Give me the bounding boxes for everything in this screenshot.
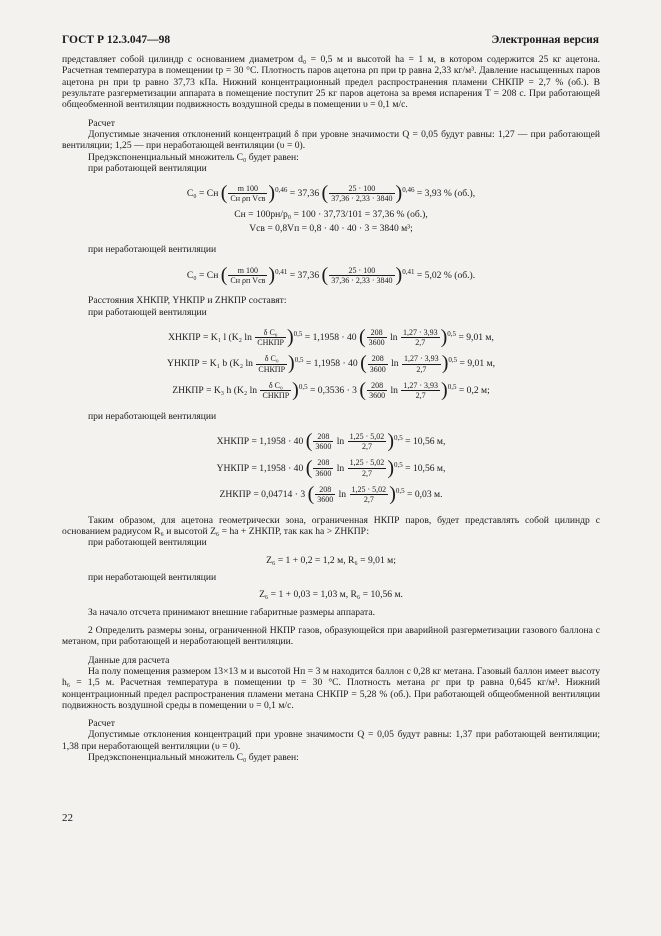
formula-c0-idle: C₀ = Cн ( $\frac{m 100}{\text{Cн ρп Vсв}}$ )$^{0,41}$ = 37,36 ( $\frac{25 \cdot 100}{37,36 \cdot 2,33 \cdot 3840}$ )$^{0,41}$ = 5,02 % (об.). (186, 263, 476, 286)
body-text (62, 54, 600, 763)
paragraph: За начало отсчета принимают внешние габаритные размеры аппарата. (88, 606, 375, 618)
formula-zone-working: Z₆ = 1 + 0,2 = 1,2 м, R₆ = 9,01 м; (266, 554, 396, 566)
paragraph: при неработающей вентиляции (88, 410, 217, 422)
page-number: 22 (62, 812, 73, 824)
formula-z-working: ZНКПР = K₃ h (K₂ ln $\frac{\text{δ C₀}}{\text{CНКПР}}$ )$^{0,5}$ = 0,3536 · 3 ( $\frac{208}{3600}$ ln $\frac{1,27 \cdot 3,93}{2,7}$ )$^{0,5}$ = 0,2 м; (172, 379, 490, 402)
formula-x-idle: XНКПР = 1,1958 · 40 ( $\frac{208}{3600}$ ln $\frac{1,25 \cdot 5,02}{2,7}$ )$^{0,5}$ = 10,56 м, (216, 429, 446, 452)
section-label: Расчет (88, 117, 115, 129)
paragraph: Таким образом, для ацетона геометрически зона, ограниченная НКПР паров, будет представлять собой цилиндр с основанием радиусом R₆ и высотой Z₆ = hа + ZНКПР, так как hа > ZНКПР: (62, 514, 600, 538)
paragraph: Допустимые значения отклонений концентраций δ при уровне значимости Q = 0,05 будут равны: 1,27 — при работающей вентиляции; 1,25 — при неработающей вентиляции (υ = 0). (62, 128, 600, 152)
standard-code: ГОСТ Р 12.3.047—98 (62, 34, 171, 46)
paragraph: представляет собой цилиндр с основанием диаметром d₀ = 0,5 м и высотой hа = 1 м, в котором содержится 25 кг ацетона. Расчетная температура в помещении tр = 30 °С. Плотность паров ацетона ρп при tр равна 2,33 кг/м³. Давление насыщенных паров ацетона pн при tр равно 37,73 кПа. Нижний концентрационный предел распространения пламени CНКПР = 2,7 % (об.). В результате разгерметизации аппарата в помещение поступит 25 кг паров ацетона за время испарения T = 208 с. При работающей общеобменной вентиляции подвижность воздушной среды в помещении υ = 0,1 м/с. (62, 54, 600, 111)
paragraph: 2 Определить размеры зоны, ограниченной НКПР газов, образующейся при аварийной разгерметизации газового баллона с метаном, при работающей и неработающей вентиляции. (62, 624, 600, 648)
section-label: Расчет (88, 718, 115, 730)
formula-z-idle: ZНКПР = 0,04714 · 3 ( $\frac{208}{3600}$ ln $\frac{1,25 \cdot 5,02}{2,7}$ )$^{0,5}$ = 0,03 м. (219, 483, 443, 506)
paragraph: при работающей вентиляции (88, 537, 207, 549)
paragraph: при работающей вентиляции (88, 306, 207, 318)
paragraph: На полу помещения размером 13×13 м и высотой Hп = 3 м находится баллон с 0,28 кг метана. Газовый баллон имеет высоту h₆ = 1,5 м. Расчетная температура в помещении tр = 30 °С. Плотность метана ρг при tр равна 0,645 кг/м³. Нижний концентрационный предел распространения пламени метана CНКПР = 5,28 % (об.). При работающей общеобменной вентиляции подвижность воздушной среды в помещении υ = 0,1 м/с. (62, 665, 600, 711)
formula-vsv: Vсв = 0,8Vп = 0,8 · 40 · 40 · 3 = 3840 м³; (249, 223, 413, 235)
paragraph: Допустимые отклонения концентраций при уровне значимости Q = 0,05 будут равны: 1,37 при работающей вентиляции; 1,38 при неработающей вентиляции (υ = 0). (62, 729, 600, 752)
formula-c0-working: C₀ = Cн ( $\frac{m 100}{\text{Cн ρп Vсв}}$ )$^{0,46}$ = 37,36 ( $\frac{25 \cdot 100}{37,36 \cdot 2,33 \cdot 3840}$ )$^{0,46}$ = 3,93 % (об.), (186, 182, 476, 205)
paragraph: при неработающей вентиляции (88, 572, 217, 583)
paragraph: при работающей вентиляции (88, 162, 207, 174)
formula-cn: Cн = 100pн/p₀ = 100 · 37,73/101 = 37,36 % (об.), (234, 208, 428, 220)
formula-y-working: YНКПР = K₁ b (K₂ ln $\frac{\text{δ C₀}}{\text{CНКПР}}$ )$^{0,5}$ = 1,1958 · 40 ( $\frac{208}{3600}$ ln $\frac{1,27 \cdot 3,93}{2,7}$ )$^{0,5}$ = 9,01 м, (167, 352, 495, 375)
paragraph: Расстояния XНКПР, YНКПР и ZНКПР составят: (88, 295, 287, 307)
paragraph: Предэкспоненциальный множитель C₀ будет равен: (88, 151, 299, 163)
formula-x-working: XНКПР = K₁ l (K₂ ln $\frac{\text{δ C₀}}{\text{CНКПР}}$ )$^{0,5}$ = 1,1958 · 40 ( $\frac{208}{3600}$ ln $\frac{1,27 \cdot 3,93}{2,7}$ )$^{0,5}$ = 9,01 м, (168, 325, 494, 348)
paragraph: Предэкспоненциальный множитель C₀ будет равен: (88, 752, 299, 764)
paragraph: при неработающей вентиляции (88, 244, 217, 256)
formula-zone-idle: Z₆ = 1 + 0,03 = 1,03 м, R₆ = 10,56 м. (259, 589, 403, 601)
section-label: Данные для расчета (88, 654, 170, 666)
formula-y-idle: YНКПР = 1,1958 · 40 ( $\frac{208}{3600}$ ln $\frac{1,25 \cdot 5,02}{2,7}$ )$^{0,5}$ = 10,56 м, (216, 456, 446, 479)
edition-label: Электронная версия (491, 34, 599, 46)
